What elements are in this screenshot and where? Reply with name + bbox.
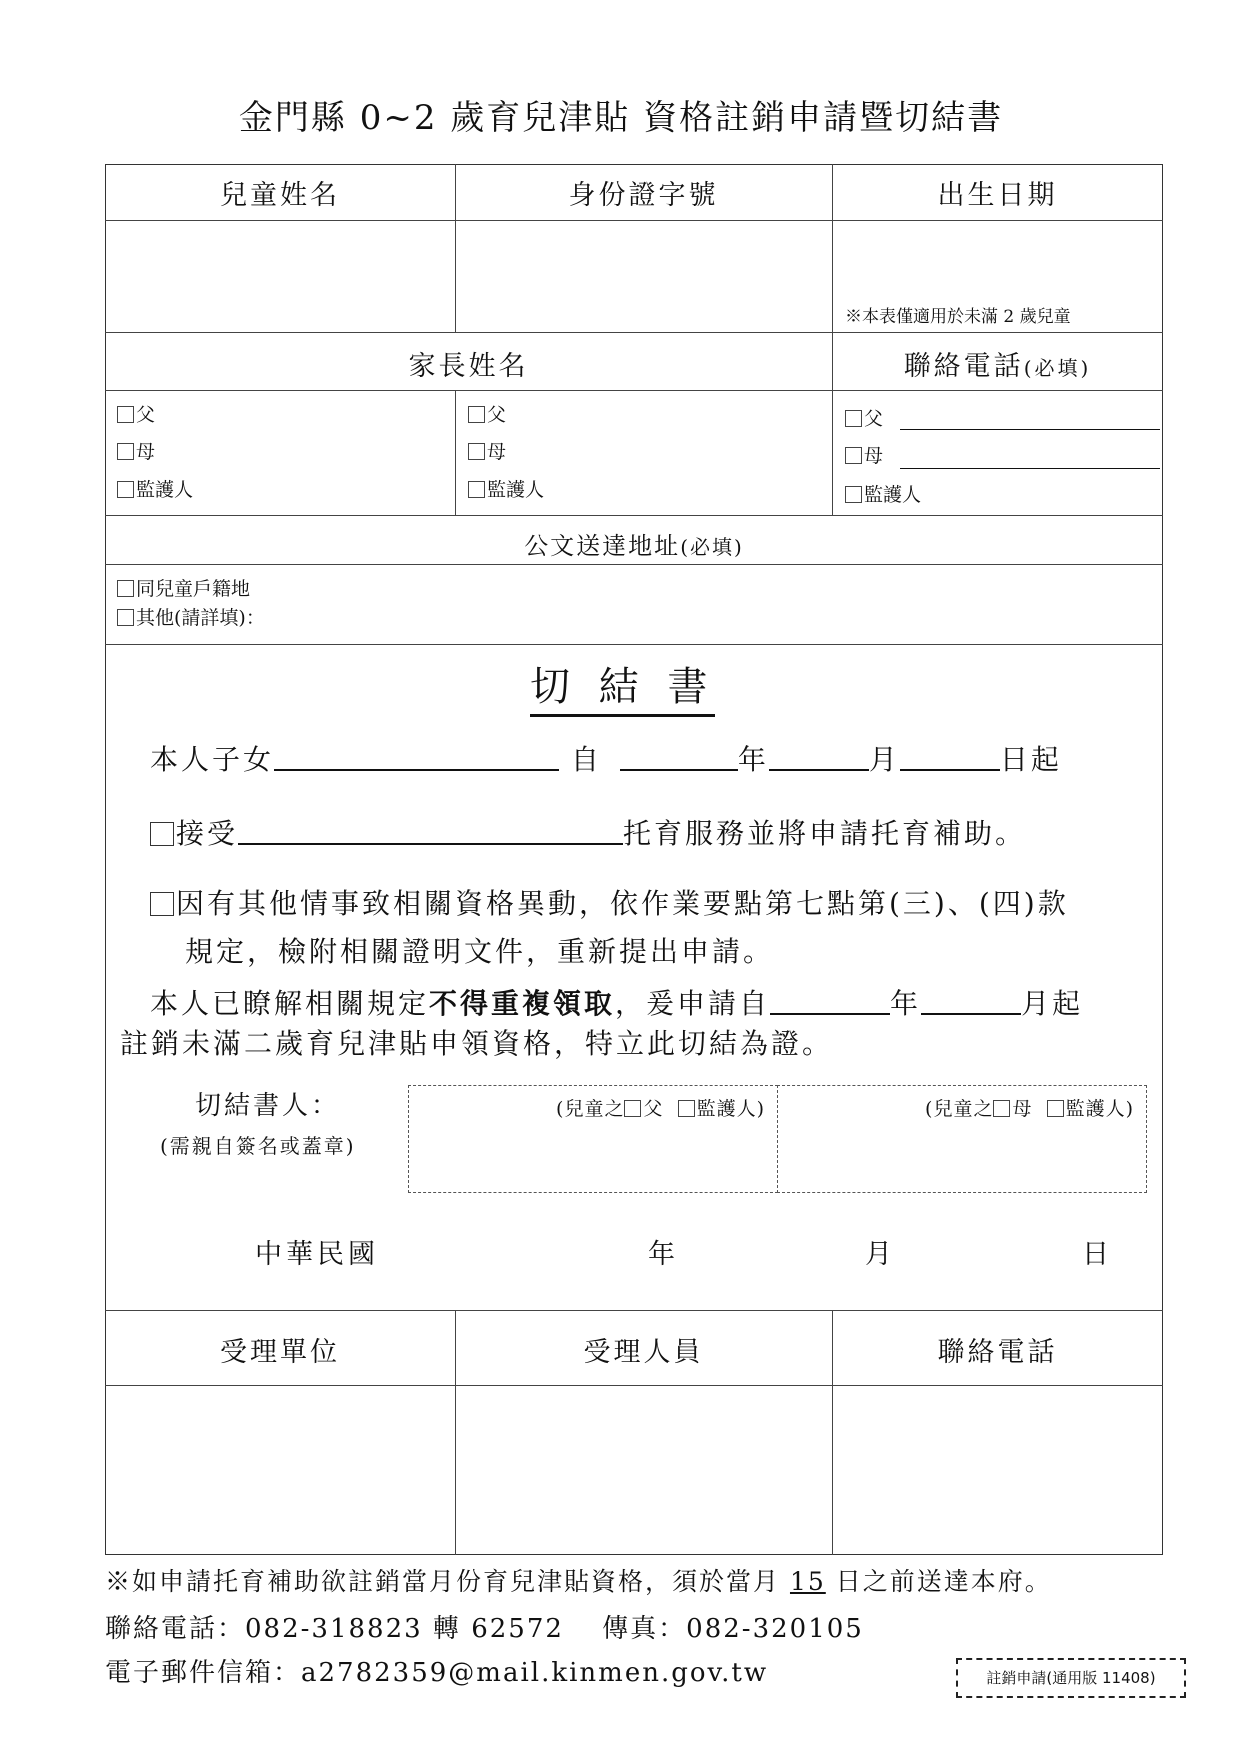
checkbox-icon[interactable] (117, 481, 134, 498)
date-year-label: 年 (648, 1239, 675, 1270)
checkbox-icon[interactable] (468, 406, 485, 423)
caption-prefix: (兒童之 (556, 1098, 625, 1120)
checkbox-icon[interactable] (468, 443, 485, 460)
divider (105, 644, 1163, 645)
checkbox-icon[interactable] (117, 443, 134, 460)
checkbox-label: 父 (136, 404, 156, 426)
statement-middle: ，爰申請自 (615, 987, 771, 1020)
child-name-field[interactable] (107, 222, 453, 330)
header-office-phone: 聯絡電話 (937, 1337, 1058, 1368)
header-birth-date: 出生日期 (937, 180, 1058, 211)
checkbox-icon[interactable] (117, 580, 134, 597)
checkbox-label: 母 (136, 441, 156, 463)
affidavit-heading: 切 結 書 (530, 655, 715, 717)
checkbox-label: 其他(請詳填)： (136, 607, 265, 629)
checkbox-mother-2[interactable] (468, 443, 506, 462)
checkbox-accept[interactable] (150, 822, 174, 846)
checkbox-father-2[interactable] (468, 406, 506, 425)
checkbox-icon[interactable] (993, 1100, 1010, 1117)
divider (832, 164, 833, 515)
month-blank[interactable] (769, 741, 869, 771)
divider (455, 390, 456, 515)
checkbox-same-household[interactable] (117, 580, 250, 599)
contact-phone-fax: 聯絡電話：082-318823 轉 62572 傳真：082-320105 (105, 1614, 864, 1644)
divider (105, 390, 1163, 391)
checkbox-icon[interactable] (678, 1100, 695, 1117)
contact-email: 電子郵件信箱：a2782359@mail.kinmen.gov.tw (105, 1658, 769, 1688)
statement-line1 (150, 982, 1083, 1022)
notice-suffix: 日之前送達本府。 (835, 1567, 1052, 1596)
header-address-text: 公文送達地址 (524, 532, 681, 560)
id-number-field[interactable] (457, 222, 830, 330)
header-child-name: 兒童姓名 (220, 180, 340, 211)
checkbox-label: 母 (864, 445, 884, 467)
header-parent-name (105, 344, 832, 383)
checkbox-label: 父 (487, 404, 507, 426)
checkbox-guardian-phone[interactable] (845, 486, 921, 505)
signature-box-mother[interactable] (777, 1085, 1147, 1193)
checkbox-icon[interactable] (1047, 1100, 1064, 1117)
caption-opt1: 母 (1012, 1098, 1033, 1120)
divider (105, 1310, 1163, 1311)
checkbox-label: 同兒童戶籍地 (136, 578, 251, 600)
caption-opt2: 監護人) (696, 1098, 765, 1120)
care-provider-blank[interactable] (238, 815, 623, 845)
statement-line2: 註銷未滿二歲育兒津貼申領資格，特立此切結為證。 (120, 1027, 834, 1060)
affidavit-line-child (150, 738, 1062, 778)
signature-box-mother-caption (925, 1094, 1134, 1121)
divider (105, 1385, 1163, 1386)
label-year: 年 (890, 987, 922, 1020)
checkbox-father-1[interactable] (117, 406, 155, 425)
date-month-label: 月 (865, 1239, 892, 1270)
header-contact-phone (832, 344, 1163, 383)
option-other (150, 882, 1069, 922)
checkbox-other[interactable] (150, 892, 174, 916)
caption-opt2: 監護人) (1065, 1098, 1134, 1120)
checkbox-guardian-2[interactable] (468, 481, 544, 500)
office-phone-field[interactable] (834, 1387, 1161, 1553)
checkbox-other-address[interactable] (117, 609, 265, 628)
divider (105, 220, 1163, 221)
label-month: 月起 (1021, 987, 1084, 1020)
child-name-blank[interactable] (274, 741, 559, 771)
checkbox-mother-phone[interactable] (845, 447, 883, 466)
mother-phone-field[interactable] (900, 468, 1160, 469)
label-month: 月 (868, 743, 900, 776)
signer-label: 切結書人： (195, 1091, 341, 1121)
label-day: 日起 (999, 743, 1062, 776)
statement-prefix: 本人已瞭解相關規定 (150, 987, 430, 1020)
office-staff-field[interactable] (457, 1387, 830, 1553)
label-year: 年 (737, 743, 769, 776)
label-other-line1: 因有其他情事致相關資格異動，依作業要點第七點第(三)、(四)款 (176, 887, 1069, 920)
header-contact-phone-text: 聯絡電話 (903, 351, 1024, 382)
header-parent-name-text: 家長姓名 (408, 351, 529, 382)
checkbox-icon[interactable] (845, 410, 862, 427)
checkbox-father-phone[interactable] (845, 410, 883, 429)
deadline-notice (105, 1562, 1052, 1598)
checkbox-icon[interactable] (624, 1100, 641, 1117)
page-title: 金門縣 0~2 歲育兒津貼 資格註銷申請暨切結書 (238, 98, 1004, 138)
header-address (105, 526, 1163, 561)
checkbox-icon[interactable] (117, 406, 134, 423)
checkbox-icon[interactable] (468, 481, 485, 498)
signature-box-father-caption (556, 1094, 765, 1121)
option-other-line2: 規定，檢附相關證明文件，重新提出申請。 (185, 935, 775, 968)
divider (105, 564, 1163, 565)
checkbox-icon[interactable] (845, 486, 862, 503)
divider (105, 515, 1163, 516)
checkbox-guardian-1[interactable] (117, 481, 193, 500)
date-day-label: 日 (1082, 1239, 1109, 1270)
statement-emphasis: 不得重複領取 (429, 987, 616, 1020)
label-child: 本人子女 (150, 743, 275, 776)
signer-hint: (需親自簽名或蓋章) (160, 1134, 356, 1158)
notice-prefix: ※如申請托育補助欲註銷當月份育兒津貼資格，須於當月 (105, 1567, 781, 1596)
header-office-staff: 受理人員 (583, 1337, 704, 1368)
cancel-year-blank[interactable] (770, 985, 890, 1015)
cancel-month-blank[interactable] (921, 985, 1021, 1015)
option-accept (150, 812, 1026, 852)
header-office-unit: 受理單位 (220, 1337, 340, 1368)
checkbox-icon[interactable] (117, 609, 134, 626)
checkbox-label: 父 (864, 408, 884, 430)
checkbox-label: 監護人 (864, 484, 922, 506)
checkbox-icon[interactable] (845, 447, 862, 464)
caption-prefix: (兒童之 (925, 1098, 994, 1120)
father-phone-field[interactable] (900, 429, 1160, 430)
day-blank[interactable] (900, 741, 1000, 771)
header-id-number: 身份證字號 (568, 180, 719, 211)
label-accept-suffix: 托育服務並將申請托育補助。 (623, 817, 1027, 850)
required-mark: (必填) (680, 535, 744, 559)
age-restriction-note: ※本表僅適用於未滿 2 歲兒童 (845, 307, 1071, 327)
version-badge: 註銷申請(通用版 11408) (956, 1658, 1186, 1698)
required-mark: (必填) (1023, 356, 1092, 380)
label-accept: 接受 (176, 817, 239, 850)
checkbox-label: 監護人 (136, 479, 194, 501)
office-unit-field[interactable] (107, 1387, 453, 1553)
checkbox-label: 監護人 (487, 479, 545, 501)
divider (105, 332, 1163, 333)
year-blank[interactable] (620, 741, 738, 771)
caption-opt1: 父 (643, 1098, 664, 1120)
checkbox-label: 母 (487, 441, 507, 463)
label-from: 自 (570, 743, 602, 776)
notice-day: 15 (789, 1567, 826, 1596)
checkbox-mother-1[interactable] (117, 443, 155, 462)
date-era: 中華民國 (255, 1239, 379, 1270)
signature-box-father[interactable] (408, 1085, 778, 1193)
